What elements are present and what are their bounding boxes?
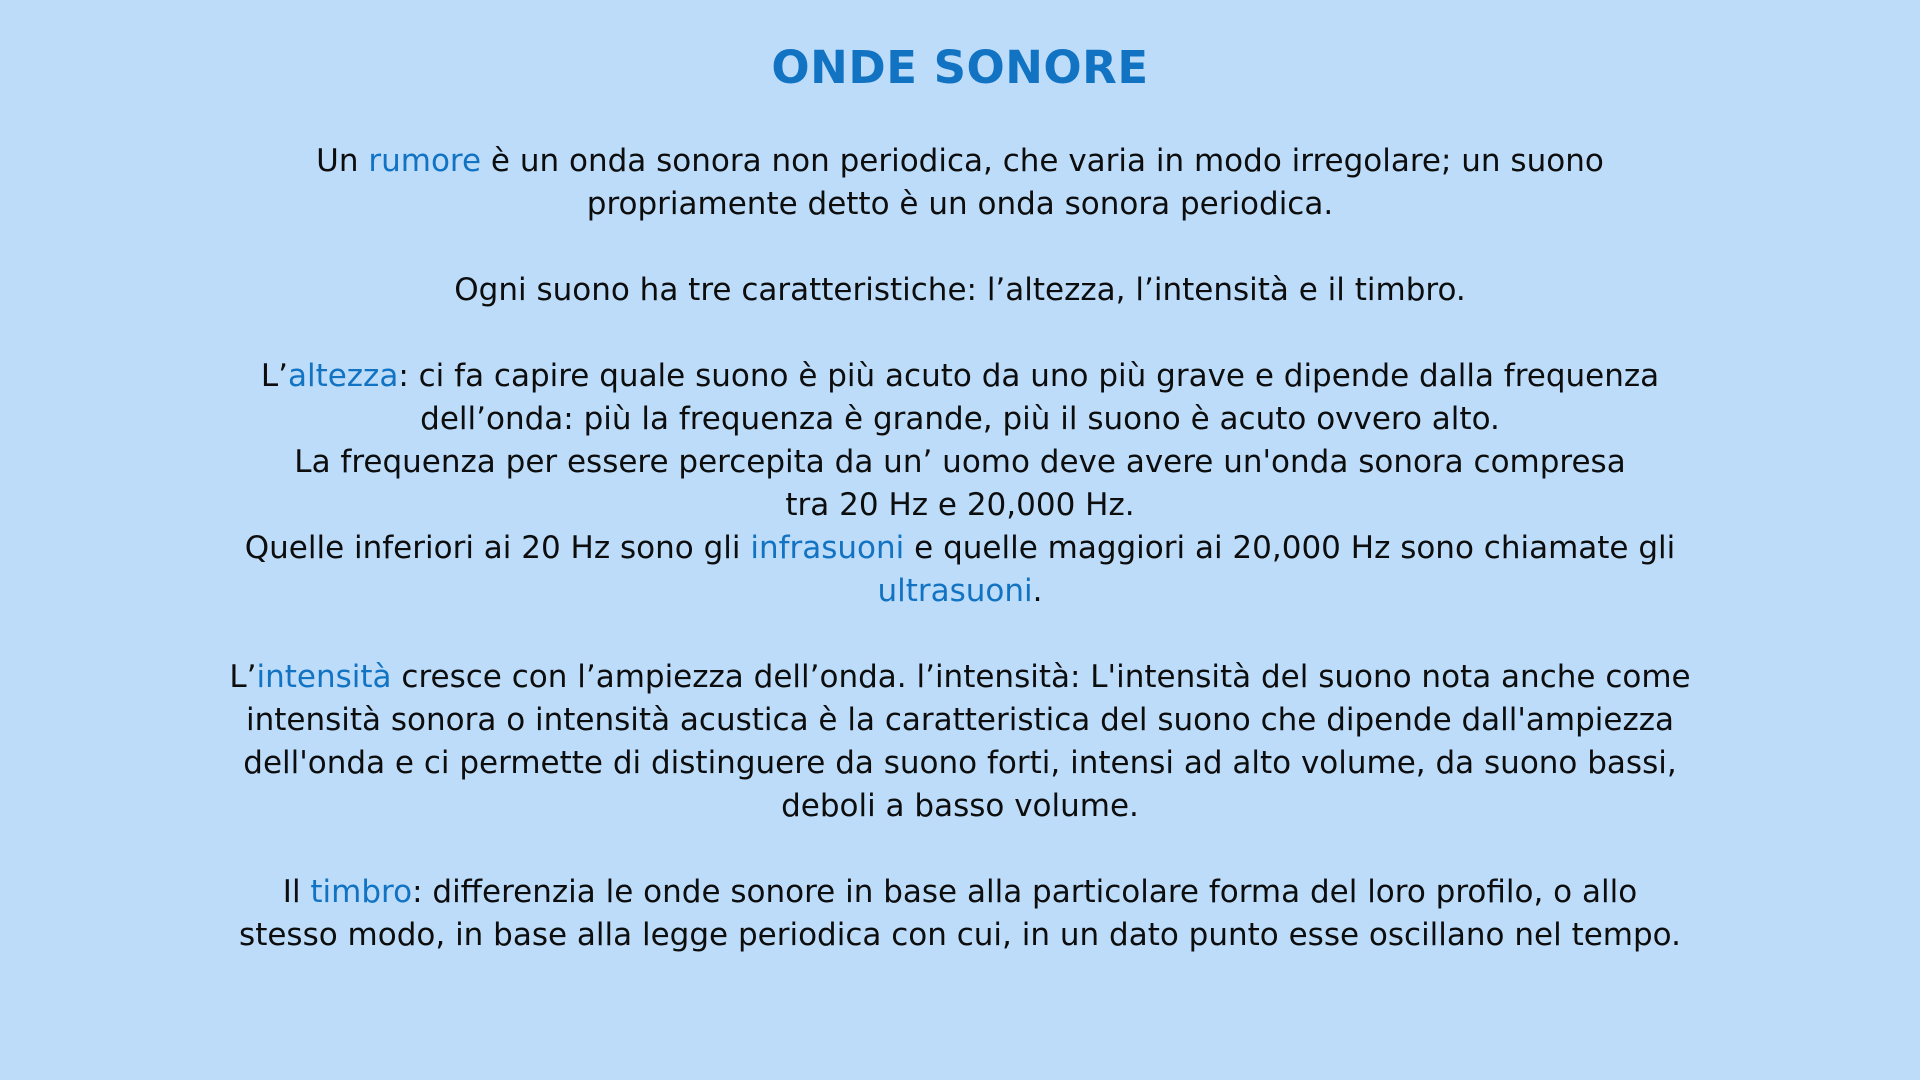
text-line: dell'onda e ci permette di distinguere da suono forti, intensi ad alto volume, da suono bassi, bbox=[243, 745, 1677, 781]
keyword-rumore: rumore bbox=[368, 143, 482, 179]
keyword-timbro: timbro bbox=[310, 874, 413, 910]
text-segment: : differenzia le onde sonore in base alla particolare forma del loro profilo, o allo bbox=[412, 874, 1638, 910]
paragraph-rumore bbox=[200, 140, 1720, 226]
paragraph-timbro bbox=[200, 871, 1720, 957]
text-segment: L’ bbox=[260, 358, 288, 394]
text-line bbox=[200, 570, 1720, 613]
text-line: intensità sonora o intensità acustica è la caratteristica del suono che dipende dall'ampiezza bbox=[245, 702, 1675, 738]
keyword-intensita: intensità bbox=[256, 659, 392, 695]
text-line: Ogni suono ha tre caratteristiche: l’altezza, l’intensità e il timbro. bbox=[454, 272, 1466, 308]
content bbox=[200, 140, 1720, 957]
text-line: dell’onda: più la frequenza è grande, più il suono è acuto ovvero alto. bbox=[420, 401, 1500, 437]
text-line: stesso modo, in base alla legge periodica con cui, in un dato punto esse oscillano nel tempo. bbox=[239, 917, 1681, 953]
keyword-infrasuoni: infrasuoni bbox=[750, 530, 905, 566]
text-segment: . bbox=[1032, 573, 1043, 609]
text-segment: : ci fa capire quale suono è più acuto da uno più grave e dipende dalla frequenza bbox=[398, 358, 1660, 394]
text-line bbox=[200, 656, 1720, 699]
text-segment: Un bbox=[316, 143, 369, 179]
text-segment: Quelle inferiori ai 20 Hz sono gli bbox=[244, 530, 751, 566]
paragraph-caratteristiche bbox=[200, 269, 1720, 312]
text-line: propriamente detto è un onda sonora periodica. bbox=[586, 186, 1334, 222]
paragraph-altezza bbox=[200, 355, 1720, 613]
text-line bbox=[200, 527, 1720, 570]
text-line bbox=[200, 355, 1720, 398]
text-segment: e quelle maggiori ai 20,000 Hz sono chiamate gli bbox=[904, 530, 1676, 566]
page-title: ONDE SONORE bbox=[771, 41, 1149, 94]
paragraph-intensita bbox=[200, 656, 1720, 828]
text-line bbox=[200, 871, 1720, 914]
text-segment: è un onda sonora non periodica, che varia in modo irregolare; un suono bbox=[481, 143, 1604, 179]
text-line: La frequenza per essere percepita da un’ uomo deve avere un'onda sonora compresa bbox=[294, 444, 1626, 480]
text-segment: cresce con l’ampiezza dell’onda. l’intensità: L'intensità del suono nota anche come bbox=[391, 659, 1691, 695]
text-segment: Il bbox=[282, 874, 311, 910]
text-line: deboli a basso volume. bbox=[781, 788, 1139, 824]
text-segment: L’ bbox=[229, 659, 257, 695]
text-line: tra 20 Hz e 20,000 Hz. bbox=[785, 487, 1135, 523]
keyword-ultrasuoni: ultrasuoni bbox=[877, 573, 1033, 609]
text-line bbox=[200, 140, 1720, 183]
keyword-altezza: altezza bbox=[287, 358, 399, 394]
